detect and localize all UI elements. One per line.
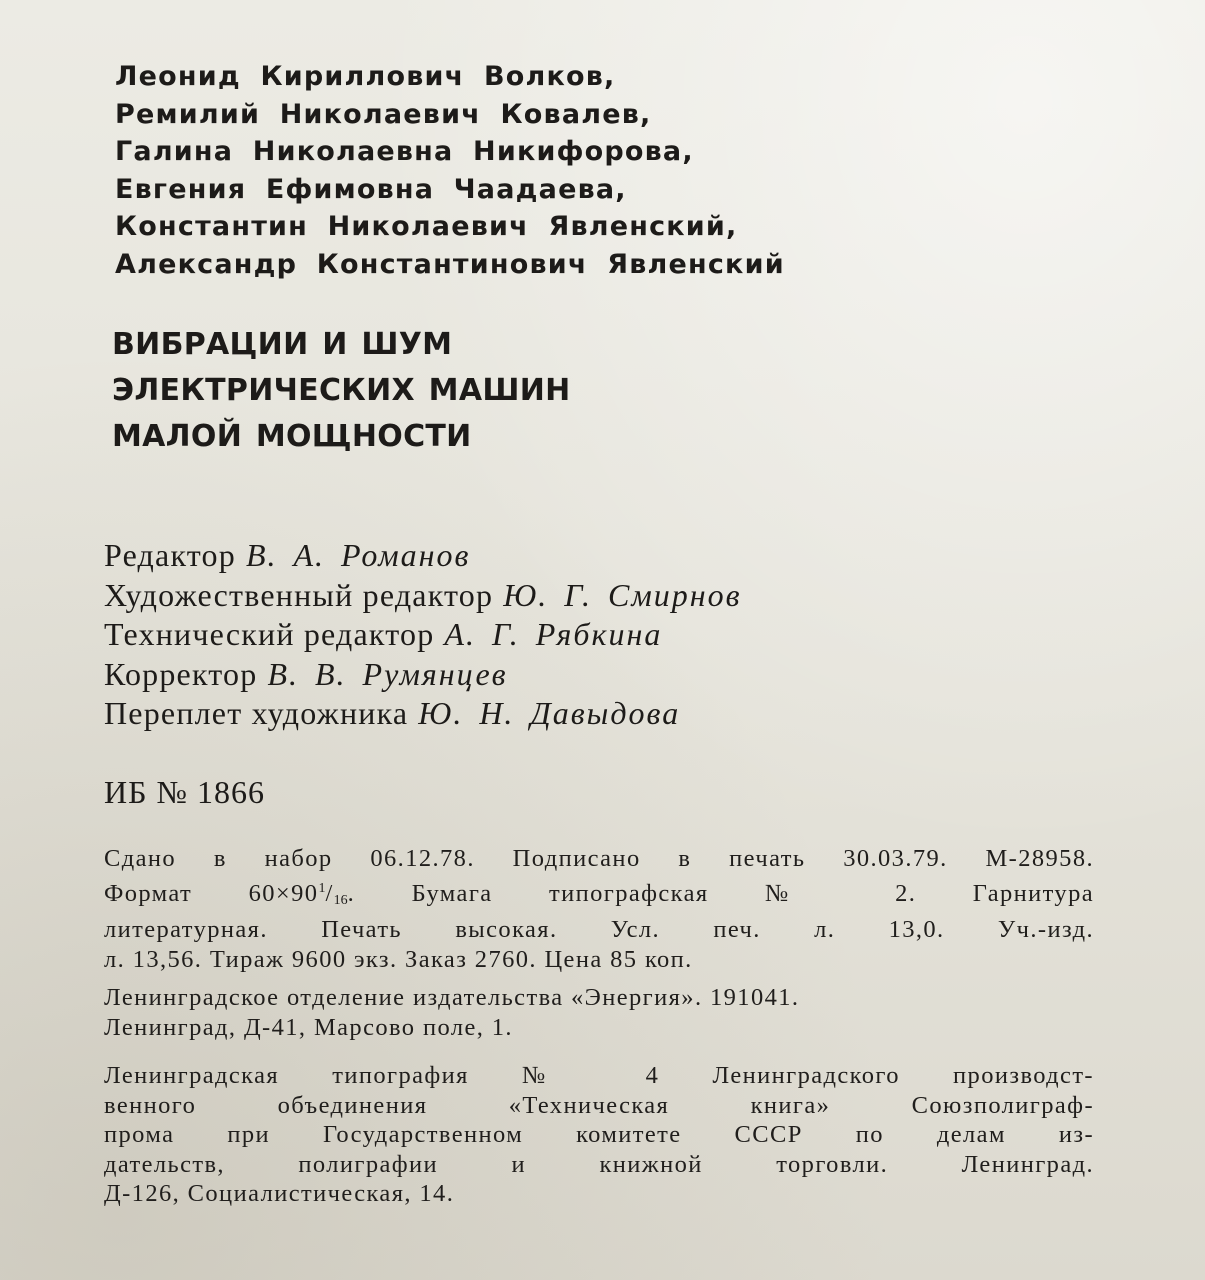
book-title bbox=[112, 322, 571, 460]
credit-person: Ю. Г. Смирнов bbox=[503, 576, 742, 613]
credit-person: А. Г. Рябкина bbox=[444, 616, 663, 652]
author-name: Константин Николаевич Явленский, bbox=[115, 211, 738, 242]
author-name: Галина Николаевна Никифорова, bbox=[115, 136, 694, 167]
credit-editor bbox=[104, 536, 742, 576]
credit-person: В. В. Румянцев bbox=[267, 655, 508, 692]
printer-line: Д-126, Социалистическая, 14. bbox=[104, 1180, 455, 1207]
print-details-line: литературная. Печать высокая. Усл. печ. л. 13,0. Уч.-изд. bbox=[104, 916, 1094, 943]
format-fraction-numerator: 1 bbox=[318, 880, 326, 896]
author-name: Александр Константинович Явленский bbox=[115, 248, 785, 280]
credit-role: Технический редактор bbox=[104, 616, 435, 652]
credit-role: Художественный редактор bbox=[104, 576, 494, 613]
credit-proofreader bbox=[104, 655, 742, 695]
credit-technical-editor bbox=[104, 615, 742, 655]
author-name: Ремилий Николаевич Ковалев, bbox=[115, 98, 652, 130]
credit-role: Переплет художника bbox=[104, 695, 409, 731]
book-title-line: ВИБРАЦИИ И ШУМ bbox=[112, 327, 453, 362]
ib-number: ИБ № 1866 bbox=[104, 774, 266, 810]
credits-list bbox=[104, 536, 742, 734]
printer-line: дательств, полиграфии и книжной торговли. Ленинград. bbox=[104, 1150, 1094, 1178]
publisher-line: Ленинград, Д-41, Марсово поле, 1. bbox=[104, 1013, 513, 1041]
authors-list bbox=[115, 58, 785, 283]
author-name: Евгения Ефимовна Чаадаева, bbox=[115, 173, 627, 205]
author-name: Леонид Кириллович Волков, bbox=[115, 61, 616, 92]
printer-address bbox=[104, 1061, 1094, 1209]
format-label: Формат 60×90 bbox=[104, 879, 319, 907]
printer-line: прома при Государственном комитете СССР по делам из- bbox=[104, 1121, 1094, 1148]
book-title-line: МАЛОЙ МОЩНОСТИ bbox=[112, 419, 472, 454]
credit-person: Ю. Н. Давыдова bbox=[418, 695, 681, 731]
credit-role: Редактор bbox=[104, 537, 236, 573]
print-details-line: Формат $60\times 90^1/_{16}$. Бумага типографская № 2. Гарнитура bbox=[104, 879, 1095, 908]
printer-line: венного объединения «Техническая книга» Союзполиграф- bbox=[104, 1091, 1094, 1119]
print-details-line: Сдано в набор 06.12.78. Подписано в печать 30.03.79. М-28958. bbox=[104, 845, 1094, 872]
printer-line: Ленинградская типография № 4 Ленинградского производст- bbox=[104, 1062, 1094, 1089]
publisher-line: Ленинградское отделение издательства «Энергия». 191041. bbox=[104, 984, 800, 1011]
credit-role: Корректор bbox=[104, 655, 258, 692]
publisher-address bbox=[104, 983, 1094, 1042]
credit-person: В. А. Романов bbox=[245, 537, 471, 573]
book-title-line: ЭЛЕКТРИЧЕСКИХ МАШИН bbox=[112, 373, 571, 408]
credit-art-editor bbox=[104, 576, 742, 616]
print-details-line: л. 13,56. Тираж 9600 экз. Заказ 2760. Цена 85 коп. bbox=[104, 945, 693, 973]
print-details bbox=[104, 844, 1094, 974]
credit-binding-artist bbox=[104, 694, 742, 734]
paper-typeface: . Бумага типографская № 2. Гарнитура bbox=[347, 879, 1095, 907]
format-fraction-denominator: 16 bbox=[333, 892, 348, 908]
